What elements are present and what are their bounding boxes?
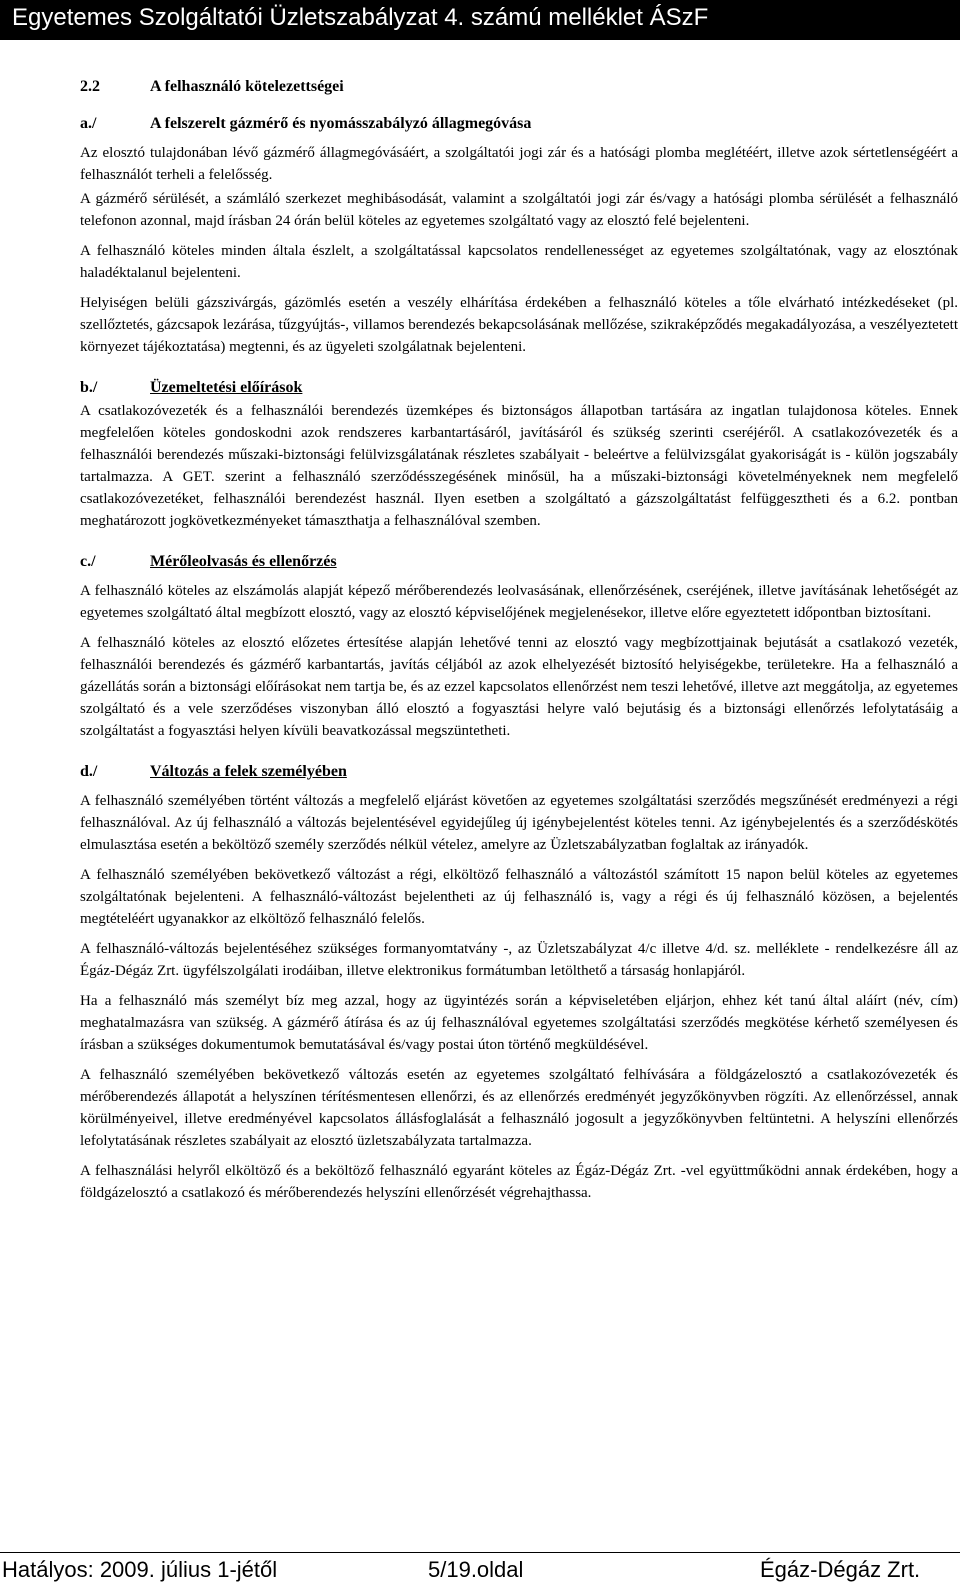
subsection-b-title: Üzemeltetési előírások	[150, 379, 303, 396]
section-title	[80, 74, 958, 100]
subsection-d-label: d./	[80, 763, 98, 780]
paragraph: A felhasználási helyről elköltöző és a beköltöző felhasználó egyaránt köteles az Égáz-Dégáz Zrt. -vel együttműködni annak érdekében, hogy a földgázelosztó a csatlakozó és mérőberendezés helyszíni ellenőrzését végrehajthassa.	[80, 1163, 958, 1201]
footer-page-number: 5/19.oldal	[428, 1557, 524, 1582]
footer-effective-date: Hatályos: 2009. július 1-jétől	[2, 1557, 278, 1582]
footer-divider	[0, 1552, 960, 1553]
paragraph: A felhasználó személyében történt változás a megfelelő eljárást követően az egyetemes szolgáltatási szerződés megszűnését eredményezi a régi felhasználóval. Az új felhasználó a változás bejelentésével egyidejűleg új igénybejelentést köteles tenni. Az igénybejelentés és a szerződéskötés elmulasztása esetén a beköltöző személy szerződés nélkül vételez, amelyre az Üzletszabályzatban foglaltak az irányadók.	[80, 793, 958, 853]
paragraph: A gázmérő sérülését, a számláló szerkezet meghibásodását, valamint a szolgáltatói jogi zár és/vagy a hatósági plomba sérülését a felhasználó telefonon azonnal, majd írásban 24 órán belül köteles az egyetemes szolgáltató vagy az elosztó felé bejelenteni.	[80, 191, 958, 229]
subsection-a-title: A felszerelt gázmérő és nyomásszabályzó állagmegóvása	[150, 115, 532, 132]
paragraph: A felhasználó-változás bejelentéséhez szükséges formanyomtatvány -, az Üzletszabályzat 4/c illetve 4/d. sz. melléklete - rendelkezésre áll az Égáz-Dégáz Zrt. ügyfélszolgálati irodáiban, illetve elektronikus formátumban letölthető a társaság honlapjáról.	[80, 941, 958, 979]
paragraph: A felhasználó köteles az elosztó előzetes értesítése alapján lehetővé tenni az elosztó vagy megbízottjainak bejutását a csatlakozó vezeték, felhasználói berendezés és gázmérő karbantartás, javítás céljából az azok elhelyezését biztosító helyiségekbe, területekre. Ha a felhasználó a gázellátás során a biztonsági előírásokat nem tartja be, és az ezzel kapcsolatos ellenőrzést nem teszi lehetővé, illetve azt meggátolja, az egyetemes szolgáltató és a vele szerződéses viszonyban álló elosztó a fogyasztási helyre való bejutásig és a biztonsági ellenőrzés lefolytatásáig a szolgáltatást a fogyasztási helyen kívüli beavatkozással megszüntetheti.	[80, 635, 958, 739]
subsection-a-label: a./	[80, 115, 97, 132]
subsection-c-label: c./	[80, 553, 96, 570]
subsection-b-label: b./	[80, 379, 98, 396]
subsection-b-heading	[80, 376, 958, 400]
paragraph: A felhasználó személyében bekövetkező változás esetén az egyetemes szolgáltató felhívására a földgázelosztó a csatlakozóvezeték és mérőberendezés állapotát a helyszínen térítésmentesen ellenőrzi, és az ellenőrzés eredményét jegyzőkönyvben rögzíti. Az ellenőrzéssel, annak körülményeivel, illetve eredményével kapcsolatos állásfoglalását a felhasználó jogosult a jegyzőkönyvben feltüntetni. A helyszíni ellenőrzés lefolytatásának részletes szabályait az elosztó üzletszabályzata tartalmazza.	[80, 1067, 958, 1149]
paragraph: Az elosztó tulajdonában lévő gázmérő állagmegóvásáért, a szolgáltatói jogi zár és a hatósági plomba meglétéért, illetve azok sértetlenségéért a felhasználót terheli a felelősség.	[80, 145, 958, 183]
paragraph: Ha a felhasználó más személyt bíz meg azzal, hogy az ügyintézés során a képviseletében eljárjon, ehhez két tanú által aláírt (név, cím) meghatalmazásra van szükség. A gázmérő átírása és az új felhasználóval egyetemes szolgáltatási szerződés megkötése kérhető személyesen és írásban a szükséges dokumentumok bemutatásával és/vagy postai úton történő megküldésével.	[80, 993, 958, 1053]
header-bar	[0, 0, 960, 40]
paragraph: A felhasználó köteles az elszámolás alapját képező mérőberendezés leolvasásának, ellenőrzésének, cseréjének, illetve javításának lehetőségét az egyetemes szolgáltató által megbízott elosztó, vagy az elosztó képviselőjének megjelenésekor, illetve előre egyeztetett időpontban biztosítani.	[80, 583, 958, 621]
paragraph: Helyiségen belüli gázszivárgás, gázömlés esetén a veszély elhárítása érdekében a felhasználó köteles a tőle elvárható intézkedéseket (pl. szellőztetés, gázcsapok lezárása, tűzgyújtás-, villamos berendezés bekapcsolásának mellőzése, szikraképződés megakadályozása, a veszélyeztetett környezet tájékoztatása) megtenni, és az ügyeleti szolgálatnak bejelenteni.	[80, 295, 958, 355]
paragraph: A felhasználó köteles minden általa észlelt, a szolgáltatással kapcsolatos rendellenességet az egyetemes szolgáltatónak, vagy az elosztónak haladéktalanul bejelenteni.	[80, 243, 958, 281]
subsection-a-heading	[80, 112, 958, 136]
section-title-text: A felhasználó kötelezettségei	[150, 78, 344, 95]
document-header-title: Egyetemes Szolgáltatói Üzletszabályzat 4. számú melléklet ÁSzF	[12, 4, 709, 31]
paragraph: A csatlakozóvezeték és a felhasználói berendezés üzemképes és biztonságos állapotban tartására az ingatlan tulajdonosa köteles. Ennek megfelelően köteles gondoskodni azok rendszeres karbantartásáról, javításáról és szükség szerinti cseréjéről. A csatlakozóvezeték és a felhasználói berendezés műszaki-biztonsági felülvizsgálatának részletes szabályait - beleértve a felülvizsgálat gyakoriságát is - külön jogszabály tartalmazza. A GET. szerint a felhasználó szerződésszegésének minősül, ha a műszaki-biztonsági követelményeknek nem megfelelő csatlakozóvezetéket, felhasználói berendezést használ. Ilyen esetben a szolgáltató a gázszolgáltatást felfüggesztheti és a 6.2. pontban meghatározott jogkövetkezményeket támaszthatja a felhasználóval szemben.	[80, 403, 958, 529]
footer-company: Égáz-Dégáz Zrt.	[760, 1557, 921, 1582]
subsection-d-heading	[80, 760, 958, 784]
paragraph: A felhasználó személyében bekövetkező változást a régi, elköltöző felhasználó a változástól számított 15 napon belül köteles az egyetemes szolgáltatónak bejelenteni. A felhasználó-változást bejelentheti az új felhasználó is, vagy a régi és új felhasználó közösen, a bejelentés megtételéért ugyanakkor az elköltöző felhasználó felelős.	[80, 867, 958, 927]
section-number: 2.2	[80, 78, 100, 95]
subsection-d-title: Változás a felek személyében	[150, 763, 347, 780]
document-body	[80, 74, 958, 1212]
subsection-c-heading	[80, 550, 958, 574]
subsection-c-title: Mérőleolvasás és ellenőrzés	[150, 553, 337, 570]
